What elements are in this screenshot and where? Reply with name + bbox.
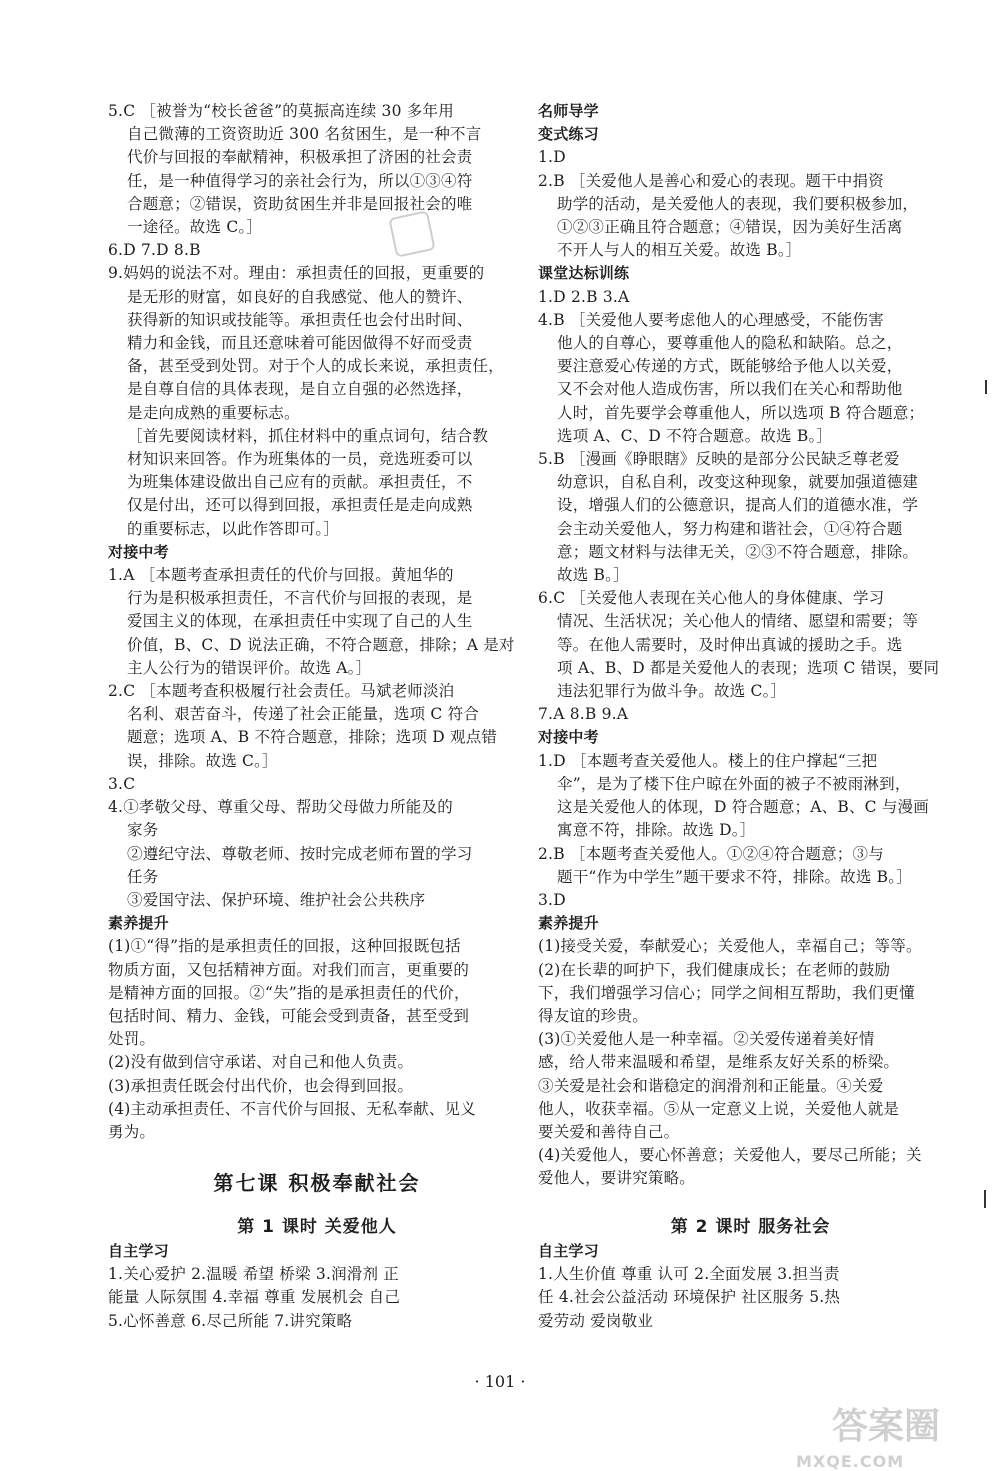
page-number: · 101 · [474, 1372, 526, 1391]
answer-line: 会主动关爱他人，努力构建和谐社会，①④符合题 [557, 519, 903, 538]
answer-line: 4.B ［关爱他人要考虑他人的心理感受，不能伤害 [538, 310, 884, 329]
section-heading: 素养提升 [538, 914, 599, 933]
section-title-lesson-2: 第 2 课时 服务社会 [670, 1217, 831, 1237]
answer-line: (2)没有做到信守承诺、对自己和他人负责。 [108, 1053, 414, 1072]
section-heading: 名师导学 [538, 102, 599, 120]
watermark-logo-text: 答案圈 [832, 1406, 941, 1447]
answer-line: 下，我们增强学习信心；同学之间相互帮助，我们更懂 [538, 983, 915, 1002]
answer-line: 4.①孝敬父母、尊重父母、帮助父母做力所能及的 [108, 798, 453, 817]
answer-line: 等。在他人需要时，及时伸出真诚的援助之手。选 [557, 635, 903, 654]
section-heading: 对接中考 [538, 728, 599, 747]
answer-line: 是走向成熟的重要标志。 [127, 403, 300, 422]
answer-line: 意；题文材料与法律无关，②③不符合题意，排除。 [557, 542, 919, 561]
answer-line: 任，是一种值得学习的亲社会行为，所以①③④符 [127, 171, 473, 190]
answer-line: 处罚。 [108, 1030, 156, 1049]
answer-line: (3)①关爱他人是一种幸福。②关爱传递着美好情 [538, 1030, 875, 1049]
answer-line: ③爱国守法、保护环境、维护社会公共秩序 [127, 890, 426, 909]
answer-line: ②遵纪守法、尊敬老师、按时完成老师布置的学习 [127, 844, 473, 863]
answer-line: 自己微薄的工资资助近 300 名贫困生，是一种不言 [127, 125, 482, 144]
answer-line: 获得新的知识或技能等。承担责任也会付出时间、 [127, 310, 473, 329]
answer-line: 不开人与人的相互关爱。故选 B。］ [557, 241, 802, 260]
answer-line: 价值，B、C、D 说法正确，不符合题意，排除；A 是对 [127, 635, 515, 654]
answer-line: 故选 B。］ [557, 566, 629, 585]
answer-line: 任 4.社会公益活动 环境保护 社区服务 5.热 [538, 1288, 841, 1307]
answer-line: 9.妈妈的说法不对。理由：承担责任的回报，更重要的 [108, 264, 485, 283]
right-column [538, 100, 963, 1191]
answer-line: 寓意不符，排除。故选 D。］ [557, 821, 756, 840]
answer-line: 情况、生活状况；关心他人的情绪、愿望和需要；等 [557, 612, 919, 631]
answer-line: 名利、艰苦奋斗，传递了社会正能量，选项 C 符合 [127, 705, 480, 724]
answer-line: 材知识来回答。作为班集体的一员，竞选班委可以 [127, 450, 473, 469]
answer-line: 为班集体建设做出自己应有的贡献。承担责任，不 [127, 473, 473, 492]
answer-line: 选项 A、C、D 不符合题意。故选 B。］ [557, 426, 833, 445]
faint-stamp-mark [388, 210, 435, 257]
answer-line: 一途径。故选 C。］ [127, 218, 263, 237]
answer-line: 主人公行为的错误评价。故选 A。］ [127, 658, 372, 677]
answer-line: 伞”，是为了楼下住户晾在外面的被子不被雨淋到， [557, 774, 911, 793]
answer-line: 3.D [538, 890, 566, 909]
section-heading: 素养提升 [108, 914, 169, 933]
answer-line: (3)承担责任既会付出代价，也会得到回报。 [108, 1076, 414, 1095]
answer-line: 这是关爱他人的体现，D 符合题意；A、B、C 与漫画 [557, 798, 929, 817]
answer-line: 勇为。 [108, 1122, 156, 1141]
answer-line: 行为是积极承担责任，不言代价与回报的表现，是 [127, 589, 473, 608]
answer-line: 题干“作为中学生”题干要求不符，排除。故选 B。］ [557, 867, 912, 886]
scan-edge-mark [984, 1190, 986, 1208]
answer-line: ③关爱是社会和谐稳定的润滑剂和正能量。④关爱 [538, 1076, 884, 1095]
answer-line: 感，给人带来温暖和希望，是维系友好关系的桥梁。 [538, 1053, 900, 1072]
answer-line: 误，排除。故选 C。］ [127, 751, 278, 770]
answer-line: 幼意识，自私自利，改变这种现象，就要加强道德建 [557, 473, 919, 492]
answer-line: 要注意爱心传递的方式，既能够给予他人以关爱， [557, 357, 903, 376]
answer-line: 备，甚至受到处罚。对于个人的成长来说，承担责任， [127, 357, 504, 376]
answer-line: 物质方面，又包括精神方面。对我们而言，更重要的 [108, 960, 470, 979]
answer-line: 得友谊的珍贵。 [538, 1006, 648, 1025]
answer-line: 1.D 2.B 3.A [538, 287, 630, 306]
answer-line: 6.D 7.D 8.B [108, 241, 201, 260]
answer-line: 爱国主义的体现，在承担责任中实现了自己的人生 [127, 612, 473, 631]
answer-line: 助学的活动，是关爱他人的表现，我们要积极参加， [557, 194, 919, 213]
answer-line: 1.关心爱护 2.温暖 希望 桥梁 3.润滑剂 正 [108, 1265, 400, 1284]
answer-line: 7.A 8.B 9.A [538, 705, 629, 724]
answer-line: (1)①“得”指的是承担责任的回报，这种回报既包括 [108, 937, 461, 956]
answer-line: 2.C ［本题考查积极履行社会责任。马斌老师淡泊 [108, 682, 455, 701]
answer-line: ［首先要阅读材料，抓住材料中的重点词句，结合教 [127, 426, 489, 445]
answer-line: 设，增强人们的公德意识，提高人们的道德水准，学 [557, 496, 919, 515]
section-heading: 自主学习 [108, 1242, 169, 1260]
section-heading: 对接中考 [108, 542, 169, 561]
answer-line: 又不会对他人造成伤害，所以我们在关心和帮助他 [557, 380, 903, 399]
answer-line: 包括时间、精力、金钱，可能会受到责备，甚至受到 [108, 1006, 470, 1025]
answer-line: 5.C ［被誉为“校长爸爸”的莫振高连续 30 多年用 [108, 102, 454, 120]
answer-line: (2)在长辈的呵护下，我们健康成长；在老师的鼓励 [538, 960, 891, 979]
answer-line: (4)主动承担责任、不言代价与回报、无私奉献、见义 [108, 1099, 476, 1118]
answer-line: 是无形的财富，如良好的自我感觉、他人的赞许、 [127, 287, 473, 306]
answer-line: 仅是付出，还可以得到回报，承担责任是走向成熟 [127, 496, 473, 515]
watermark-logo [828, 1398, 978, 1448]
answer-line: 1.D ［本题考查关爱他人。楼上的住户撑起“三把 [538, 751, 878, 770]
section-heading: 变式练习 [538, 125, 599, 144]
answer-line: 项 A、B、D 都是关爱他人的表现；选项 C 错误，要同 [557, 658, 940, 677]
answer-line: ①②③正确且符合题意；④错误，因为美好生活离 [557, 218, 903, 237]
answer-line: 1.A ［本题考查承担责任的代价与回报。黄旭华的 [108, 566, 454, 585]
section-heading: 自主学习 [538, 1242, 599, 1260]
answer-line: 题意；选项 A、B 不符合题意，排除；选项 D 观点错 [127, 728, 498, 747]
answer-line: 1.人生价值 尊重 认可 2.全面发展 3.担当责 [538, 1265, 840, 1284]
answer-line: 的重要标志，以此作答即可。］ [127, 519, 340, 538]
answer-line: 违法犯罪行为做斗争。故选 C。］ [557, 682, 787, 701]
answer-line: 合题意；②错误，资助贫困生并非是回报社会的唯 [127, 194, 473, 213]
lesson-2-self-study [538, 1240, 963, 1333]
section-heading: 课堂达标训练 [538, 264, 630, 283]
answer-line: 代价与回报的奉献精神，积极承担了济困的社会责 [127, 148, 473, 167]
answer-line: 他人的自尊心，要尊重他人的隐私和缺陷。总之， [557, 334, 903, 353]
answer-line: 任务 [127, 867, 159, 886]
answer-line: (4)关爱他人，要心怀善意；关爱他人，要尽己所能；关 [538, 1146, 922, 1165]
answer-line: 他人，收获幸福。⑤从一定意义上说，关爱他人就是 [538, 1099, 900, 1118]
left-column [108, 100, 526, 1144]
answer-line: (1)接受关爱，奉献爱心；关爱他人，幸福自己；等等。 [538, 937, 922, 956]
answer-line: 能量 人际氛围 4.幸福 尊重 发展机会 自己 [108, 1288, 401, 1307]
answer-line: 家务 [127, 821, 159, 840]
answer-line: 1.D [538, 148, 566, 167]
answer-line: 精力和金钱，而且还意味着可能因做得不好而受责 [127, 334, 473, 353]
answer-line: 3.C [108, 774, 136, 793]
answer-line: 是自尊自信的具体表现，是自立自强的必然选择， [127, 380, 473, 399]
scan-edge-mark [985, 380, 987, 394]
answer-line: 5.心怀善意 6.尽己所能 7.讲究策略 [108, 1311, 353, 1330]
answer-line: 人时，首先要学会尊重他人，所以选项 B 符合题意； [557, 403, 925, 422]
chapter-title: 第七课 积极奉献社会 [213, 1171, 421, 1195]
answer-line: 2.B ［本题考查关爱他人。①②④符合题意；③与 [538, 844, 884, 863]
section-title-lesson-1: 第 1 课时 关爱他人 [237, 1217, 397, 1237]
answer-line: 爱他人，要讲究策略。 [538, 1169, 696, 1188]
answer-line: 5.B ［漫画《睁眼瞎》反映的是部分公民缺乏尊老爱 [538, 450, 900, 469]
answer-line: 是精神方面的回报。②“失”指的是承担责任的代价， [108, 983, 470, 1002]
answer-line: 6.C ［关爱他人表现在关心他人的身体健康、学习 [538, 589, 885, 608]
answer-line: 爱劳动 爱岗敬业 [538, 1311, 654, 1330]
lesson-1-self-study [108, 1240, 526, 1333]
answer-line: 2.B ［关爱他人是善心和爱心的表现。题干中捐资 [538, 171, 884, 190]
answer-line: 要关爱和善待自己。 [538, 1122, 680, 1141]
watermark-site: MXQE.COM [796, 1452, 905, 1471]
